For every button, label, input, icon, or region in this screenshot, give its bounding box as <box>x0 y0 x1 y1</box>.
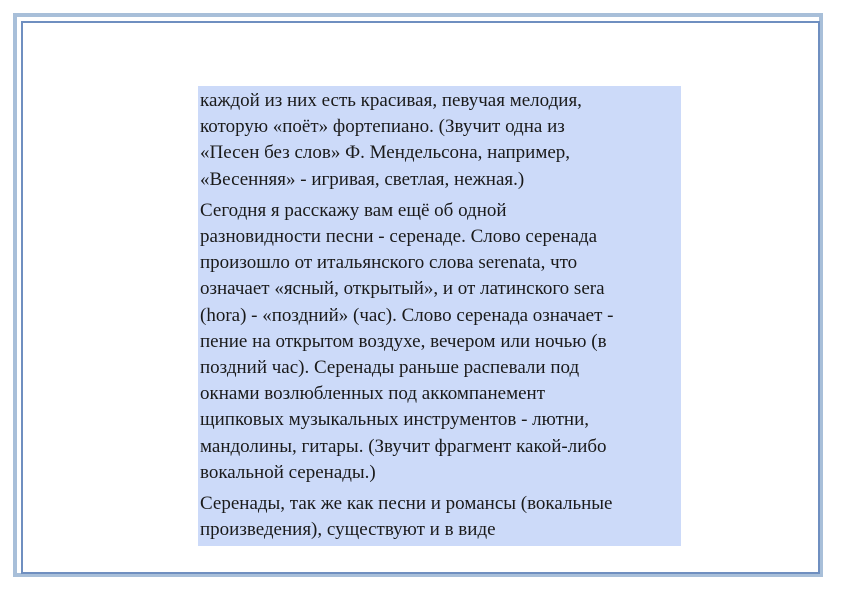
text-line: вокальной серенады.) <box>200 461 376 483</box>
text-line: пение на открытом воздухе, вечером или ночью (в <box>200 330 607 352</box>
text-line: разновидности песни - серенаде. Слово серенада <box>200 226 598 248</box>
text-line: Серенады, так же как песни и романсы (вокальные <box>200 493 613 515</box>
text-line: (hora) - «поздний» (час). Слово серенада означает - <box>200 304 614 326</box>
text-line: «Песен без слов» Ф. Мендельсона, например, <box>200 142 571 164</box>
text-line: означает «ясный, открытый», и от латинского sera <box>200 278 605 300</box>
frame-corner-notch <box>823 13 829 19</box>
paragraph-serenade-forms <box>200 491 681 543</box>
text-box <box>198 86 681 546</box>
paragraph-serenade <box>200 198 681 486</box>
text-line: произошло от итальянского слова serenata, что <box>200 252 578 274</box>
text-line: которую «поёт» фортепиано. (Звучит одна из <box>200 116 565 138</box>
paragraph-mendelssohn <box>200 88 681 193</box>
text-line: щипковых музыкальных инструментов - лютни, <box>200 409 589 431</box>
text-line: поздний час). Серенады раньше распевали под <box>200 357 580 379</box>
text-line: каждой из них есть красивая, певучая мелодия, <box>200 90 582 111</box>
text-line: Сегодня я расскажу вам ещё об одной <box>200 199 507 221</box>
text-line: мандолины, гитары. (Звучит фрагмент какой-либо <box>200 435 607 457</box>
text-line: произведения), существуют и в виде <box>200 519 496 541</box>
text-line: «Весенняя» - игривая, светлая, нежная.) <box>200 168 525 190</box>
text-line: окнами возлюбленных под аккомпанемент <box>200 383 546 405</box>
